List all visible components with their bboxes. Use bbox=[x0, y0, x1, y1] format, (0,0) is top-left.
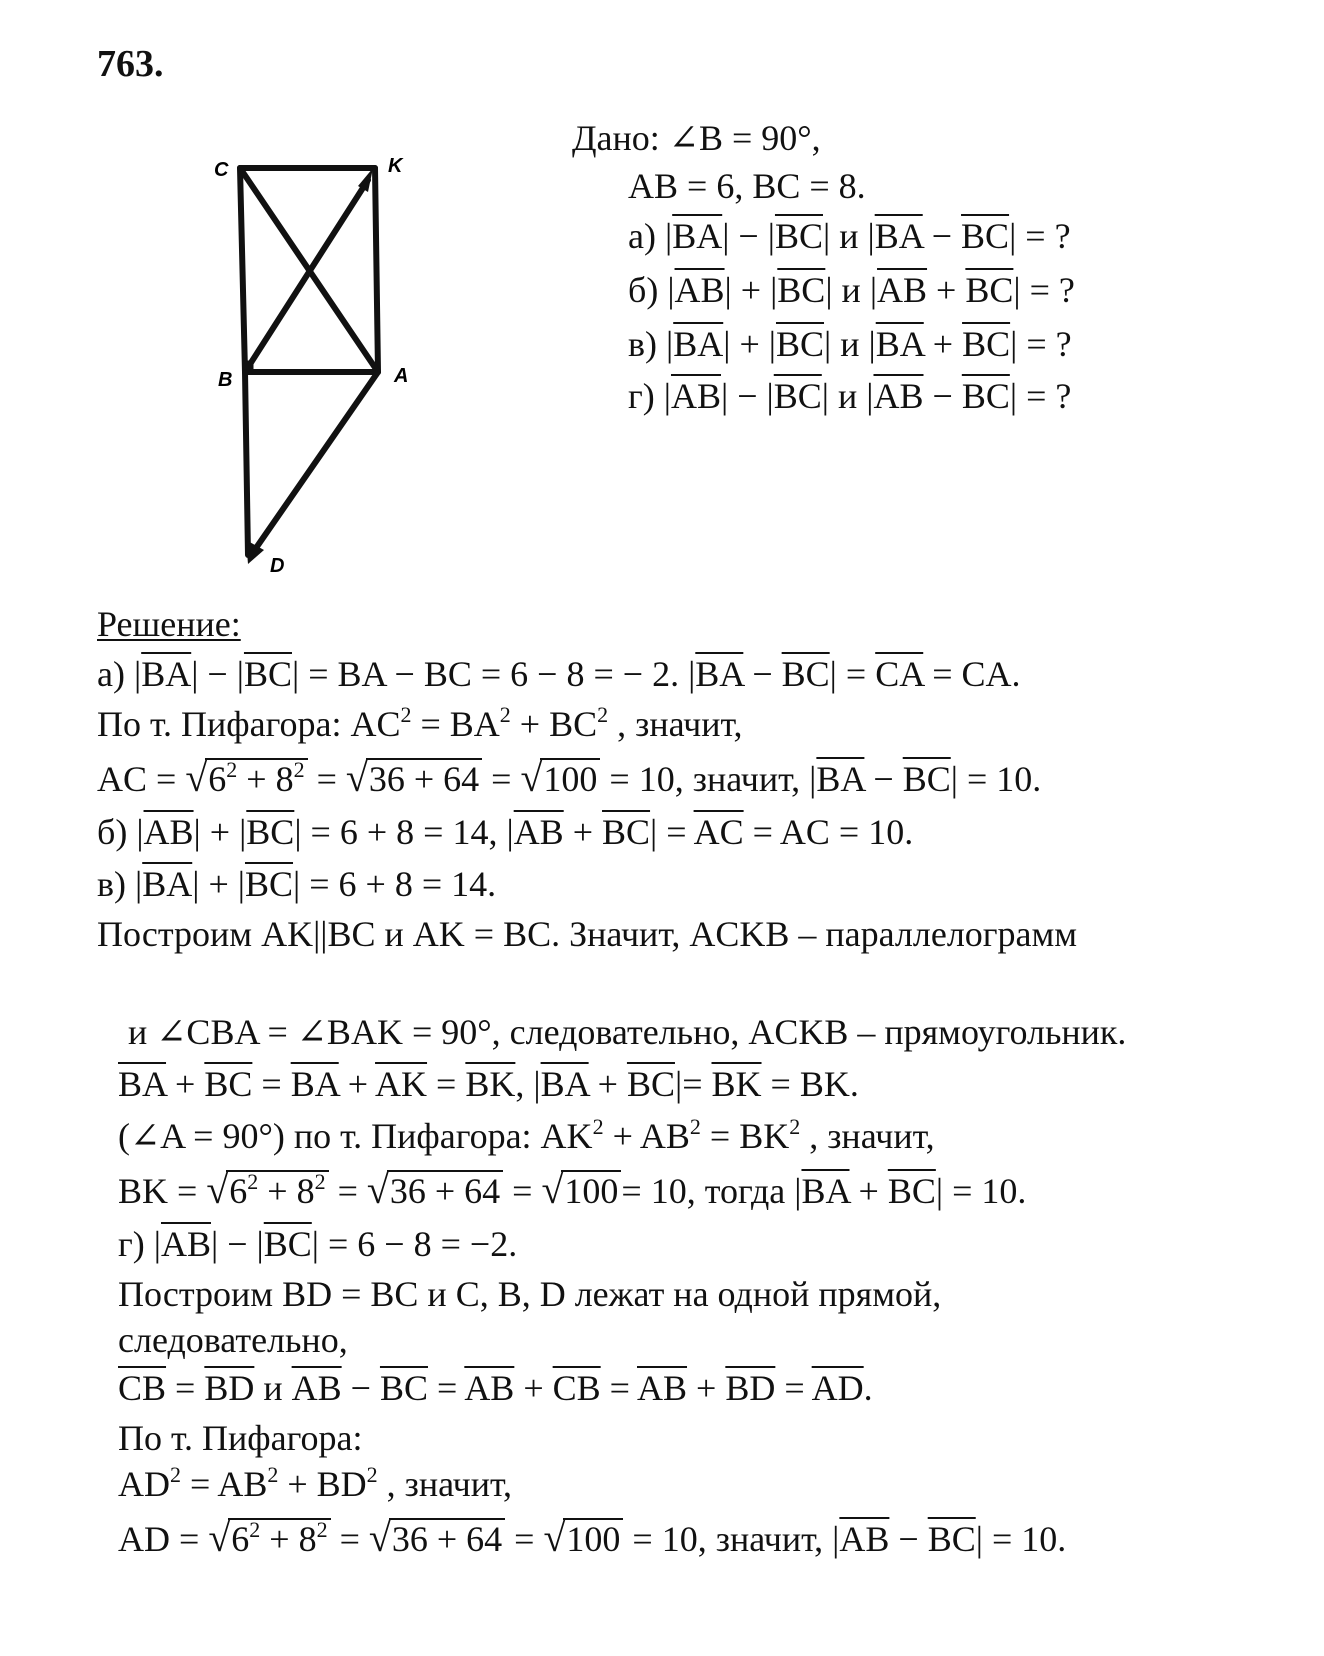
solution-vector-diff: $\overline{CB} = \overline{BD}$ и $\overline{AB} - \overline{BC} = \overline{AB} + \overline{CB} = \overline{AB} + \overline{BD} = \overline{AD}$. bbox=[118, 1368, 873, 1408]
solution-heading: Решение: bbox=[97, 604, 241, 644]
solution-pythagoras-3: По т. Пифагора: bbox=[118, 1418, 363, 1458]
label-b: B bbox=[218, 369, 233, 391]
label-c: C bbox=[214, 159, 229, 181]
solution-line-d: г) $|\overline{AB}| - |\overline{BC}| = 6 - 8 = -2$. bbox=[118, 1224, 518, 1264]
geometry-figure bbox=[200, 140, 440, 590]
given-line-1: Дано: ∠B = 90°, bbox=[572, 118, 821, 158]
label-d: D bbox=[270, 555, 285, 577]
solution-therefore: следовательно, bbox=[118, 1320, 348, 1360]
label-a: A bbox=[394, 365, 409, 387]
segment-cb bbox=[240, 168, 245, 372]
segment-ka bbox=[375, 168, 378, 372]
given-question-d: г) $|\overline{AB}| - |\overline{BC}|$ и $|\overline{AB} - \overline{BC}|$ = ? bbox=[628, 376, 1072, 416]
solution-ad-squared: $AD^2 = AB^2 + BD^2$ , значит, bbox=[118, 1462, 513, 1504]
given-question-a: а) $|\overline{BA}| - |\overline{BC}|$ и $|\overline{BA} - \overline{BC}|$ = ? bbox=[628, 216, 1071, 256]
solution-line-a: а) $|\overline{BA}| - |\overline{BC}|$ = BA − BC = 6 − 8 = − 2. $|\overline{BA} - \overline{BC}| = \overline{CA}$ = CA. bbox=[97, 654, 1021, 694]
given-line-2: AB = 6, BC = 8. bbox=[628, 166, 866, 206]
given-question-b: б) $|\overline{AB}| + |\overline{BC}|$ и $|\overline{AB} + \overline{BC}|$ = ? bbox=[628, 270, 1075, 310]
solution-ad-value: AD = $√6^2 + 8^2 = √36 + 64 = √100 = 10$, значит, $|\overline{AB} - \overline{BC}| = 10$. bbox=[118, 1515, 1067, 1560]
segment-bd bbox=[245, 372, 248, 555]
solution-vector-sum: $\overline{BA} + \overline{BC} = \overline{BA} + \overline{AK} = \overline{BK}$, $|\overline{BA} + \overline{BC}|= \overline{BK}$ = BK. bbox=[118, 1064, 859, 1104]
solution-ac-value: AC = $√6^2 + 8^2 = √36 + 64 = √100 = 10$, значит, $|\overline{BA} - \overline{BC}| = 10$. bbox=[97, 755, 1042, 800]
solution-rectangle: и ∠CBA = ∠BAK = 90°, следовательно, ACKB – прямоугольник. bbox=[128, 1012, 1127, 1052]
solution-bk-value: BK = $√6^2 + 8^2 = √36 + 64 = √100= 10$, тогда $|\overline{BA} + \overline{BC}| = 10$. bbox=[118, 1167, 1027, 1212]
solution-construct-1: Построим AK||BC и AK = BC. Значит, ACKB – параллелограмм bbox=[97, 914, 1078, 954]
solution-pythagoras-2: (∠A = 90°) по т. Пифагора: $AK^2 + AB^2 = BK^2$ , значит, bbox=[118, 1114, 935, 1156]
solution-pythagoras-1: По т. Пифагора: $AC^2 = BA^2 + BC^2$ , значит, bbox=[97, 702, 743, 744]
solution-line-c: в) $|\overline{BA}| + |\overline{BC}| = 6 + 8 = 14$. bbox=[97, 864, 497, 904]
problem-number: 763. bbox=[97, 43, 164, 85]
vector-ad bbox=[256, 372, 378, 548]
solution-construct-2: Построим BD = BC и C, B, D лежат на одной прямой, bbox=[118, 1274, 942, 1314]
label-k: K bbox=[388, 155, 403, 177]
solution-line-b: б) $|\overline{AB}| + |\overline{BC}| = 6 + 8 = 14$, $|\overline{AB} + \overline{BC}| = \overline{AC}$ = AC = 10. bbox=[97, 812, 914, 852]
given-question-c: в) $|\overline{BA}| + |\overline{BC}|$ и $|\overline{BA} + \overline{BC}|$ = ? bbox=[628, 324, 1072, 364]
vector-bk bbox=[245, 180, 368, 372]
